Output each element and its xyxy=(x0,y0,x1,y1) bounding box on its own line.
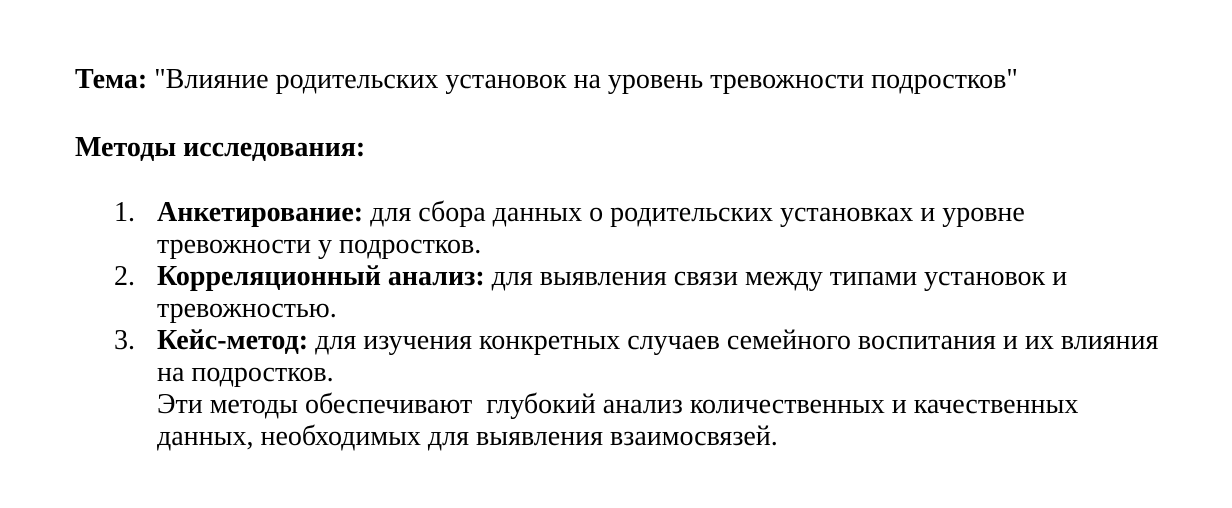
topic-label: Тема: xyxy=(75,64,148,95)
list-item-1 xyxy=(114,197,1232,261)
list-item-text xyxy=(157,325,1167,389)
method-term: Кейс-метод: xyxy=(157,325,309,356)
list-item-2 xyxy=(114,261,1232,325)
methods-list xyxy=(114,197,1232,389)
closing-note-text: Эти методы обеспечивают глубокий анализ количественных и качественных данных, необходимых для выявления взаимосвязей. xyxy=(157,389,1086,452)
list-item-text xyxy=(157,197,1167,261)
method-description: для выявления связи между типами установок и тревожностью. xyxy=(157,261,1068,324)
list-item-number: 3. xyxy=(114,325,135,356)
method-description: для изучения конкретных случаев семейного воспитания и их влияния на подростков. xyxy=(157,325,1159,388)
section-heading: Методы исследования: xyxy=(75,132,366,163)
topic-title-text: "Влияние родительских установок на уровень тревожности подростков" xyxy=(154,64,1018,95)
list-item-text xyxy=(157,261,1167,325)
list-item-number: 1. xyxy=(114,197,135,228)
list-item-number: 2. xyxy=(114,261,135,292)
closing-note xyxy=(157,389,1167,453)
method-description: для сбора данных о родительских установках и уровне тревожности у подростков. xyxy=(157,197,1025,260)
list-item-3 xyxy=(114,325,1232,389)
method-term: Анкетирование: xyxy=(157,197,364,228)
topic-line xyxy=(75,64,1232,96)
method-term: Корреляционный анализ: xyxy=(157,261,485,292)
